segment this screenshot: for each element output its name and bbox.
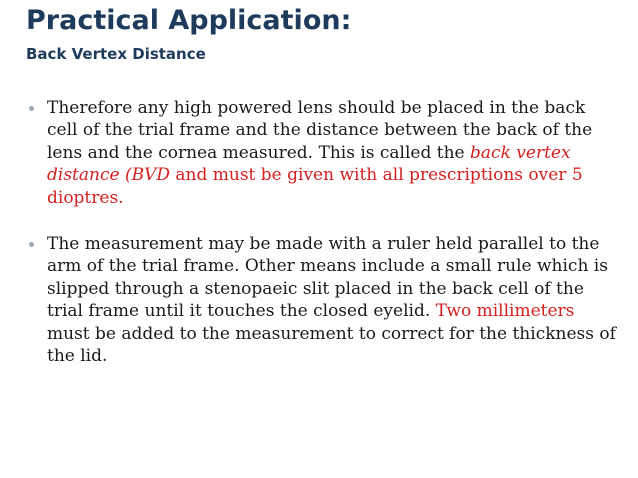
bullet-dot-icon xyxy=(29,106,34,111)
bvd-requirement: and must be given with all prescriptions over 5 dioptres. xyxy=(47,165,583,208)
bullet-item-bvd xyxy=(26,97,616,209)
slide-title: Practical Application: xyxy=(26,5,352,36)
bullet-text-end: must be added to the measurement to correct for the thickness of the lid. xyxy=(47,323,616,367)
bullet-item-measurement xyxy=(26,233,616,367)
bullet-text: Therefore any high powered lens should be placed in the back cell of the trial frame and the distance between the back of the lens and the cornea measured. This is called the xyxy=(47,98,593,163)
bvd-term: back vertex distance (BVD xyxy=(47,142,571,186)
slide-subtitle: Back Vertex Distance xyxy=(26,45,206,63)
bullet-text: The measurement may be made with a ruler held parallel to the arm of the trial frame. Other means include a small rule which is slipped through a stenopaeic slit placed in the back cell of the trial frame until it touches the closed eyelid. xyxy=(47,234,608,322)
two-millimeters-highlight: Two millimeters xyxy=(435,301,575,322)
bullet-dot-icon xyxy=(29,242,34,247)
bullet-list xyxy=(26,97,616,367)
